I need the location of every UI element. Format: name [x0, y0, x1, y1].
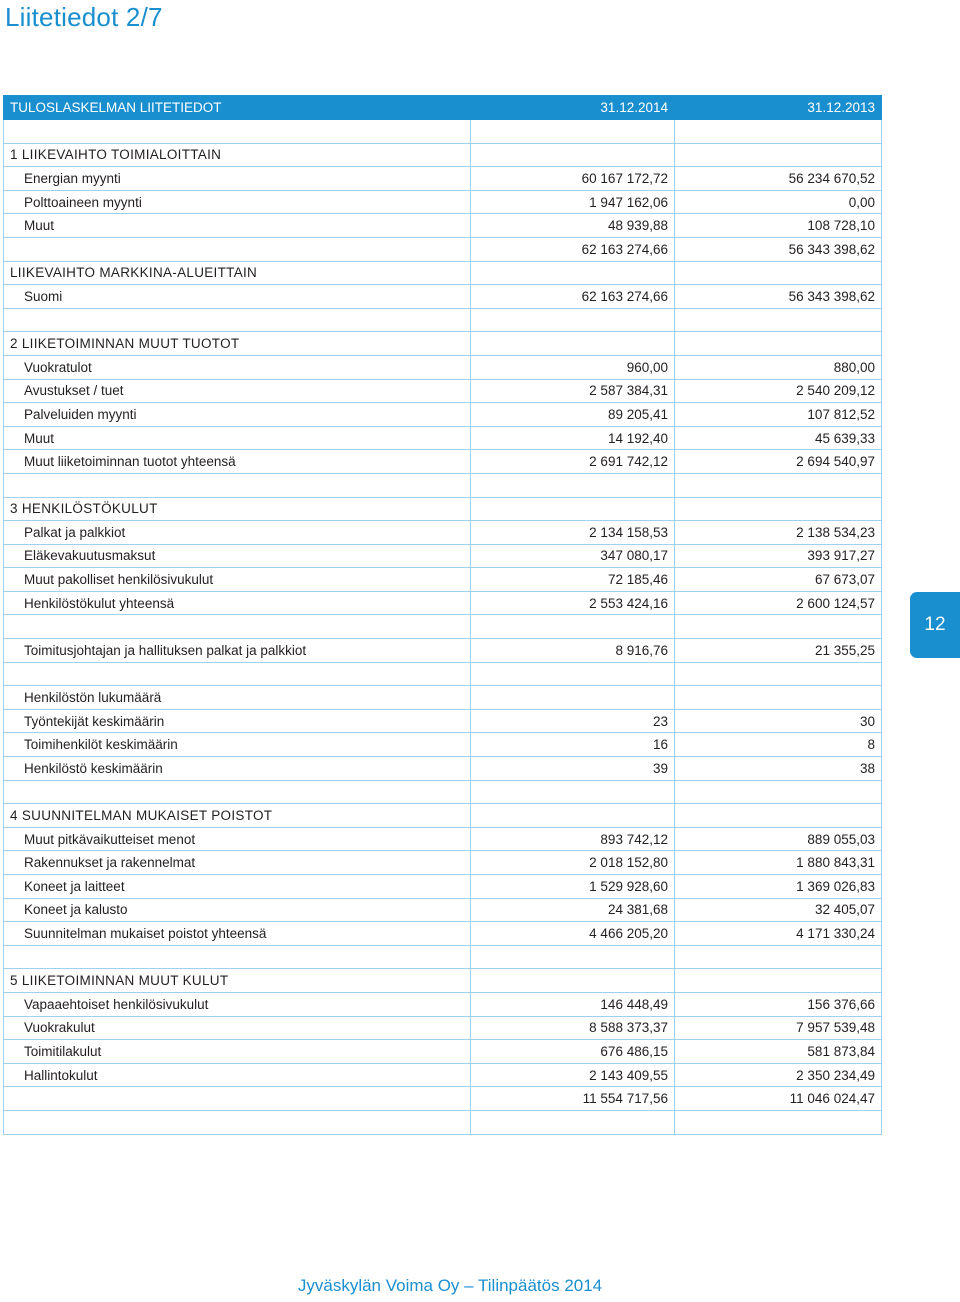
row-label: Henkilöstökulut yhteensä [4, 591, 471, 615]
row-value-2013: 108 728,10 [675, 214, 882, 238]
row-label: Muut liiketoiminnan tuotot yhteensä [4, 450, 471, 474]
row-value-2014: 2 018 152,80 [471, 851, 675, 875]
row-label: Polttoaineen myynti [4, 190, 471, 214]
row-value-2014: 4 466 205,20 [471, 922, 675, 946]
row-label: Palveluiden myynti [4, 403, 471, 427]
table-row [4, 757, 882, 781]
row-value-2013: 21 355,25 [675, 639, 882, 663]
row-value-2013: 393 917,27 [675, 544, 882, 568]
table-row [4, 167, 882, 191]
table-row [4, 214, 882, 238]
row-label: Toimitilakulut [4, 1040, 471, 1064]
row-label: Koneet ja laitteet [4, 875, 471, 899]
table-row [4, 403, 882, 427]
row-value-2014: 72 185,46 [471, 568, 675, 592]
section-title: 5 LIIKETOIMINNAN MUUT KULUT [4, 969, 471, 993]
table-row [4, 568, 882, 592]
row-label: Muut [4, 214, 471, 238]
table-row [4, 851, 882, 875]
page-number-tab: 12 [910, 592, 960, 658]
row-label: Hallintokulut [4, 1063, 471, 1087]
row-value-2014: 2 691 742,12 [471, 450, 675, 474]
subsection-heading-row [4, 686, 882, 710]
row-label: Työntekijät keskimäärin [4, 709, 471, 733]
page-title: Liitetiedot 2/7 [5, 2, 163, 32]
row-value-2014: 676 486,15 [471, 1040, 675, 1064]
table-row [4, 1063, 882, 1087]
total-value-2013: 11 046 024,47 [675, 1087, 882, 1111]
table-header-label: TULOSLASKELMAN LIITETIEDOT [4, 96, 471, 120]
subsection-title: Henkilöstön lukumäärä [4, 686, 471, 710]
row-value-2014: 347 080,17 [471, 544, 675, 568]
table-row [4, 898, 882, 922]
row-value-2013: 30 [675, 709, 882, 733]
row-label: Vapaaehtoiset henkilösivukulut [4, 992, 471, 1016]
total-value-2014: 11 554 717,56 [471, 1087, 675, 1111]
row-value-2013: 38 [675, 757, 882, 781]
table-row [4, 992, 882, 1016]
spacer-row [4, 308, 882, 332]
row-value-2013: 56 234 670,52 [675, 167, 882, 191]
row-value-2013: 880,00 [675, 355, 882, 379]
row-value-2013: 2 694 540,97 [675, 450, 882, 474]
spacer-row [4, 662, 882, 686]
row-value-2014: 24 381,68 [471, 898, 675, 922]
row-value-2014: 60 167 172,72 [471, 167, 675, 191]
section-heading-row [4, 804, 882, 828]
row-value-2014: 1 529 928,60 [471, 875, 675, 899]
row-value-2013: 107 812,52 [675, 403, 882, 427]
row-value-2014: 2 587 384,31 [471, 379, 675, 403]
row-label: Muut pakolliset henkilösivukulut [4, 568, 471, 592]
total-row [4, 591, 882, 615]
row-value-2014: 960,00 [471, 355, 675, 379]
spacer-row [4, 615, 882, 639]
row-label: Suomi [4, 285, 471, 309]
total-row [4, 922, 882, 946]
table-row [4, 875, 882, 899]
table-row [4, 190, 882, 214]
row-value-2014: 2 143 409,55 [471, 1063, 675, 1087]
row-value-2013: 1 369 026,83 [675, 875, 882, 899]
row-value-2013: 156 376,66 [675, 992, 882, 1016]
row-label: Rakennukset ja rakennelmat [4, 851, 471, 875]
table-header-row [4, 96, 882, 120]
section-heading-row [4, 261, 882, 285]
subsection-title: LIIKEVAIHTO MARKKINA-ALUEITTAIN [4, 261, 471, 285]
table-row [4, 544, 882, 568]
total-value-2013: 56 343 398,62 [675, 237, 882, 261]
row-label: Energian myynti [4, 167, 471, 191]
section-heading-row [4, 969, 882, 993]
row-value-2014: 62 163 274,66 [471, 285, 675, 309]
row-value-2014: 89 205,41 [471, 403, 675, 427]
total-value-2014: 62 163 274,66 [471, 237, 675, 261]
row-label: Avustukset / tuet [4, 379, 471, 403]
row-value-2013: 45 639,33 [675, 426, 882, 450]
table-row [4, 426, 882, 450]
row-label: Muut [4, 426, 471, 450]
row-value-2014: 146 448,49 [471, 992, 675, 1016]
row-label: Suunnitelman mukaiset poistot yhteensä [4, 922, 471, 946]
row-value-2014: 39 [471, 757, 675, 781]
table-row [4, 639, 882, 663]
spacer-row [4, 1110, 882, 1134]
table-header-year-2014: 31.12.2014 [471, 96, 675, 120]
row-value-2014: 16 [471, 733, 675, 757]
row-value-2013: 2 350 234,49 [675, 1063, 882, 1087]
table-header-year-2013: 31.12.2013 [675, 96, 882, 120]
section-title: 4 SUUNNITELMAN MUKAISET POISTOT [4, 804, 471, 828]
row-value-2013: 4 171 330,24 [675, 922, 882, 946]
section-title: 2 LIIKETOIMINNAN MUUT TUOTOT [4, 332, 471, 356]
row-label: Palkat ja palkkiot [4, 521, 471, 545]
row-label: Henkilöstö keskimäärin [4, 757, 471, 781]
row-value-2013: 67 673,07 [675, 568, 882, 592]
row-label: Toimitusjohtajan ja hallituksen palkat ja palkkiot [4, 639, 471, 663]
row-value-2013: 2 138 534,23 [675, 521, 882, 545]
table-row [4, 827, 882, 851]
row-value-2013: 2 600 124,57 [675, 591, 882, 615]
table-row [4, 709, 882, 733]
section-heading-row [4, 143, 882, 167]
row-value-2014: 2 134 158,53 [471, 521, 675, 545]
row-value-2014: 23 [471, 709, 675, 733]
row-value-2014: 1 947 162,06 [471, 190, 675, 214]
row-value-2013: 0,00 [675, 190, 882, 214]
row-label: Muut pitkävaikutteiset menot [4, 827, 471, 851]
spacer-row [4, 945, 882, 969]
row-value-2014: 2 553 424,16 [471, 591, 675, 615]
row-label: Vuokrakulut [4, 1016, 471, 1040]
row-value-2013: 889 055,03 [675, 827, 882, 851]
row-value-2013: 581 873,84 [675, 1040, 882, 1064]
total-row [4, 1087, 882, 1111]
notes-table [3, 95, 882, 1135]
spacer-row [4, 473, 882, 497]
row-value-2013: 1 880 843,31 [675, 851, 882, 875]
row-value-2014: 48 939,88 [471, 214, 675, 238]
row-value-2013: 32 405,07 [675, 898, 882, 922]
total-row [4, 237, 882, 261]
row-value-2014: 14 192,40 [471, 426, 675, 450]
row-label: Eläkevakuutusmaksut [4, 544, 471, 568]
table-row [4, 355, 882, 379]
spacer-row [4, 780, 882, 804]
table-row [4, 1040, 882, 1064]
page-footer: Jyväskylän Voima Oy – Tilinpäätös 2014 [297, 1276, 603, 1295]
section-heading-row [4, 497, 882, 521]
row-value-2014: 8 588 373,37 [471, 1016, 675, 1040]
row-label: Vuokratulot [4, 355, 471, 379]
spacer-row [4, 120, 882, 144]
row-value-2013: 56 343 398,62 [675, 285, 882, 309]
table-row [4, 1016, 882, 1040]
row-value-2013: 7 957 539,48 [675, 1016, 882, 1040]
total-row [4, 450, 882, 474]
row-value-2013: 8 [675, 733, 882, 757]
section-heading-row [4, 332, 882, 356]
table-row [4, 521, 882, 545]
table-row [4, 285, 882, 309]
row-value-2014: 893 742,12 [471, 827, 675, 851]
row-label: Toimihenkilöt keskimäärin [4, 733, 471, 757]
row-label: Koneet ja kalusto [4, 898, 471, 922]
row-value-2014: 8 916,76 [471, 639, 675, 663]
table-row [4, 733, 882, 757]
section-title: 1 LIIKEVAIHTO TOIMIALOITTAIN [4, 143, 471, 167]
section-title: 3 HENKILÖSTÖKULUT [4, 497, 471, 521]
table-row [4, 379, 882, 403]
row-value-2013: 2 540 209,12 [675, 379, 882, 403]
